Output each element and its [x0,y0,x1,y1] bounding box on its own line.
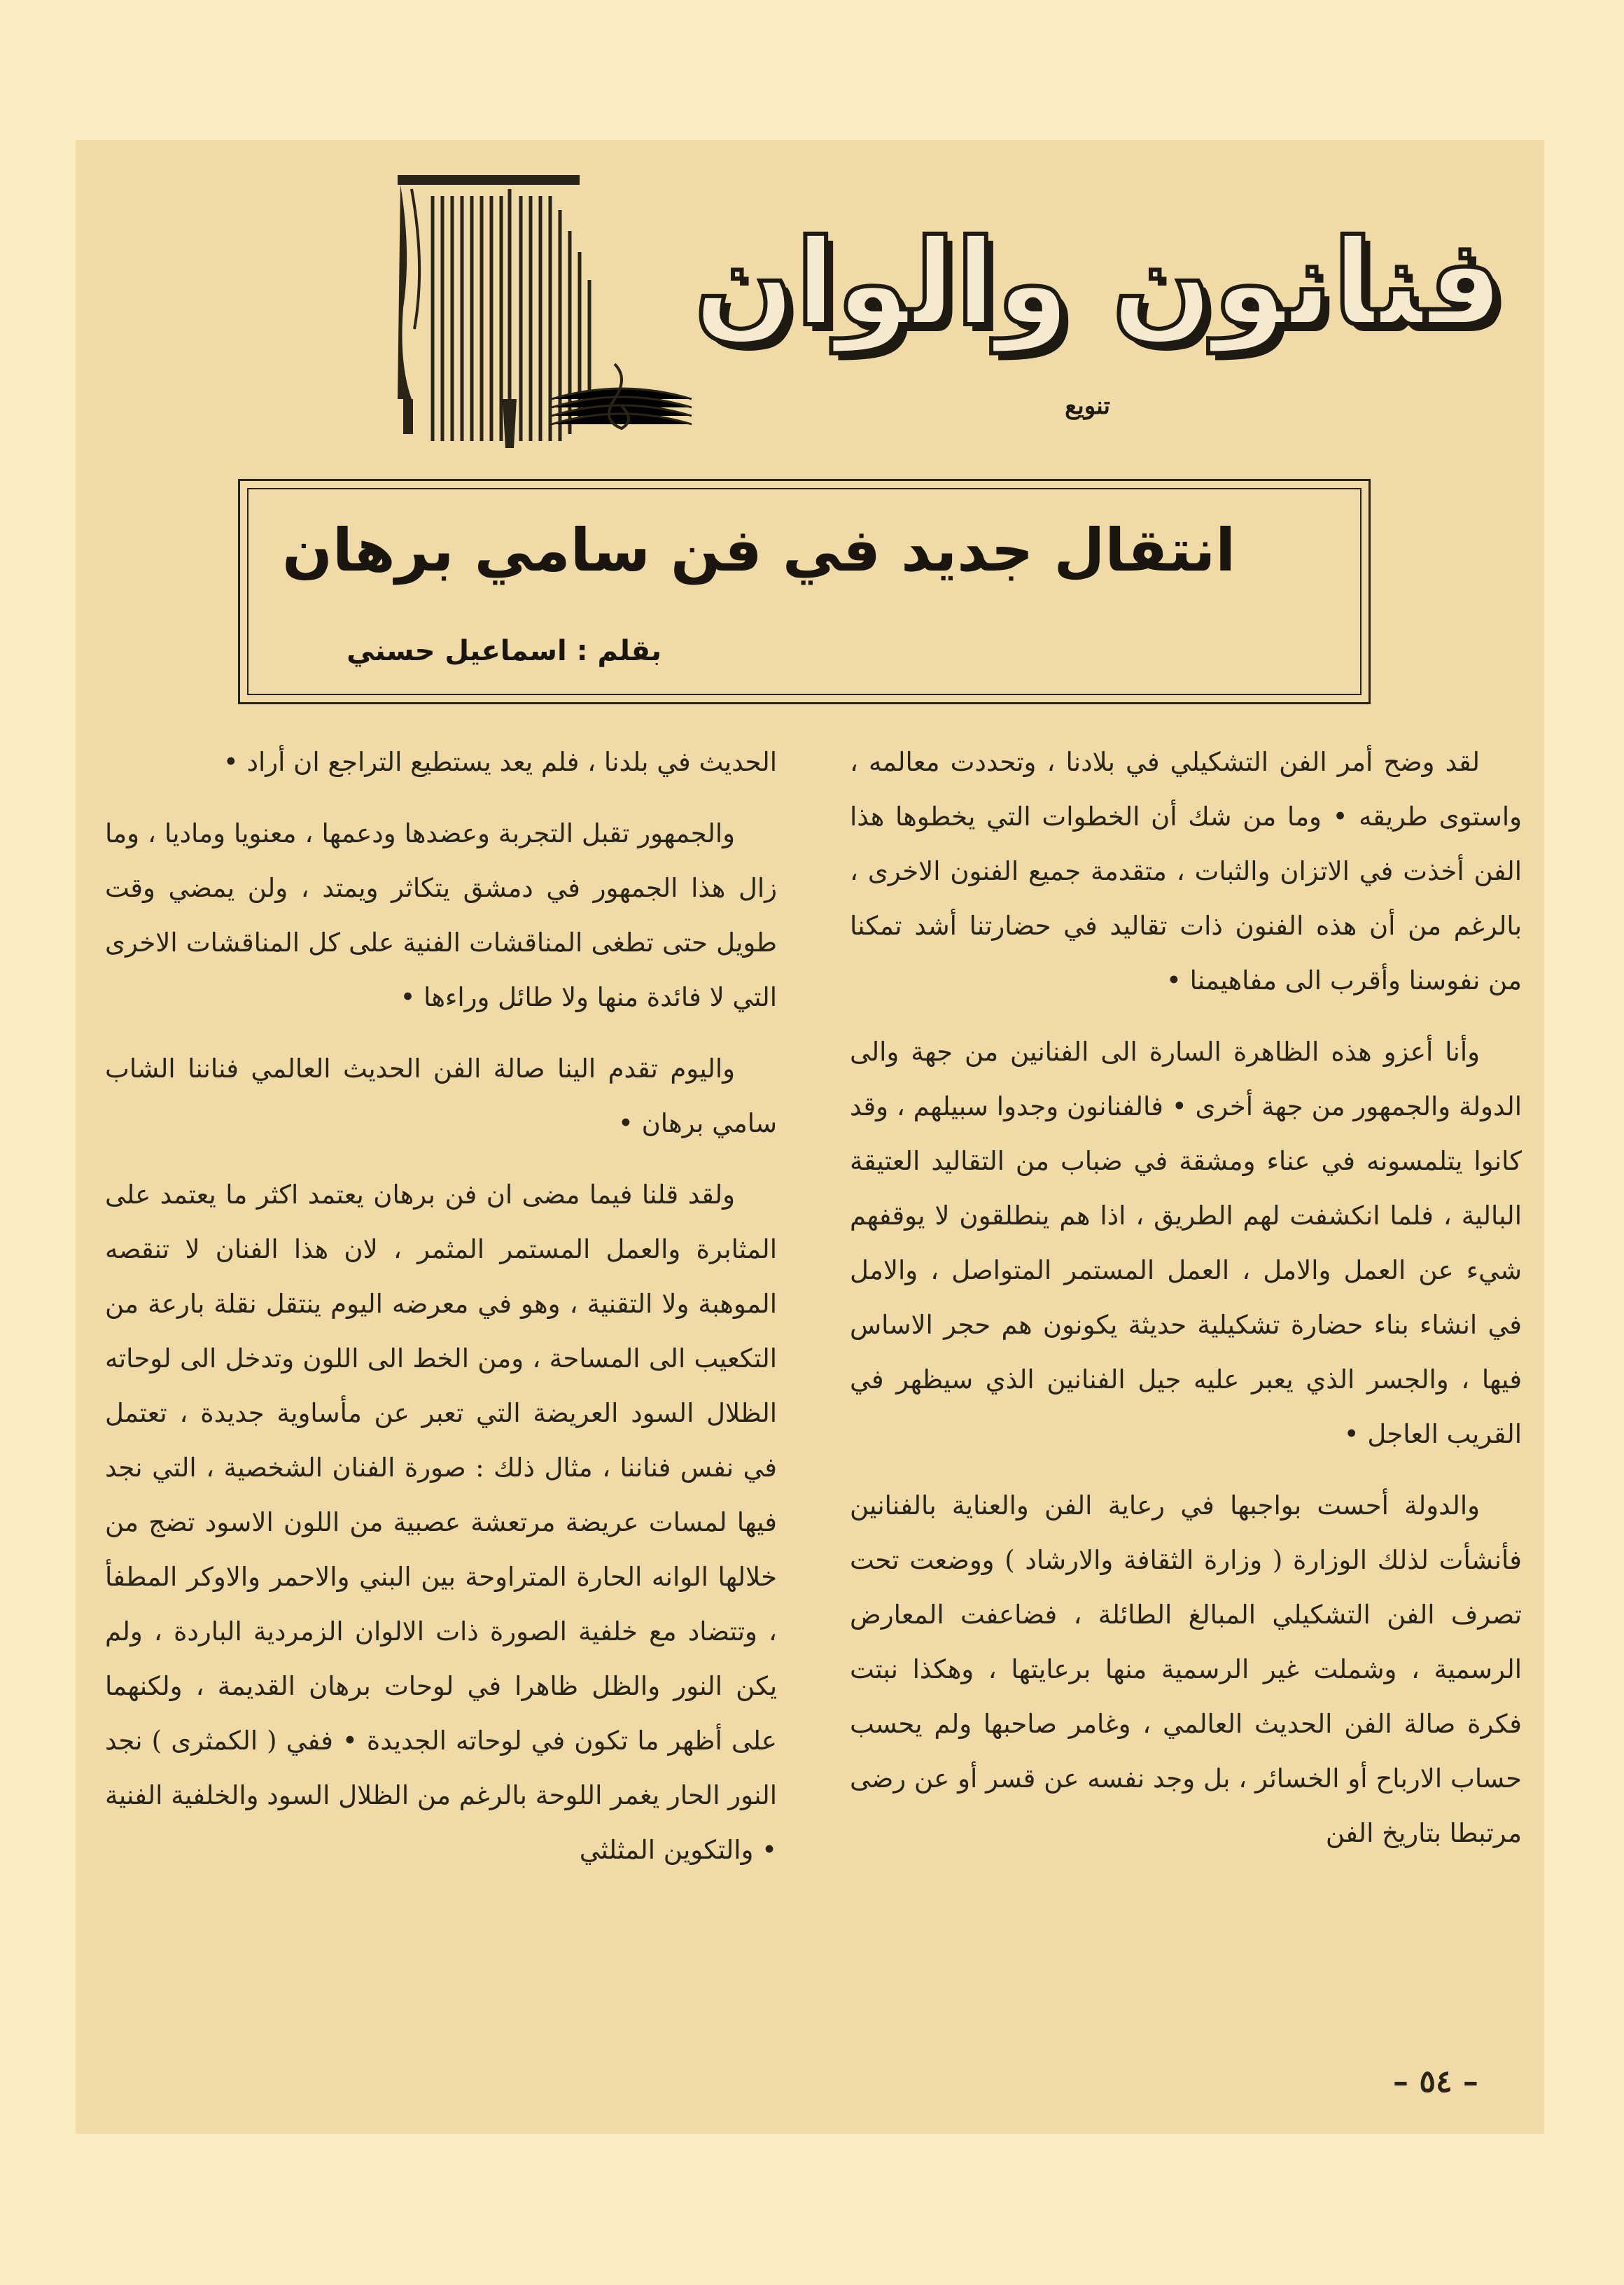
section-header [76,161,1544,462]
article-title: انتقال جديد في فن سامي برهان [282,516,1236,585]
paragraph: الحديث في بلدنا ، فلم يعد يستطيع التراجع ان أراد • [223,747,777,777]
page-number: – ٥٤ – [1393,2064,1478,2099]
curtain-brush-palette-music-icon [384,168,706,455]
article-column-right [850,735,1522,2044]
article-column-left [105,735,777,2044]
paragraph: وأنا أعزو هذه الظاهرة السارة الى الفنانين من جهة والى الدولة والجمهور من جهة أخرى • فالفنانون وجدوا سبيلهم ، وقد كانوا يتلمسونه في عناء ومشقة في ضباب من التقاليد العتيقة البالية ، فلما انكشفت لهم الطريق ، اذا هم ينطلقون لا يوقفهم شيء عن العمل والامل ، العمل المستمر المتواصل ، والامل في انشاء بناء حضارة تشكيلية حديثة يكونون هم حجر الاساس فيها ، والجسر الذي يعبر عليه جيل الفنانين الذي سيظهر في القريب العاجل • [850,1037,1522,1449]
paragraph: ولقد قلنا فيما مضى ان فن برهان يعتمد اكثر ما يعتمد على المثابرة والعمل المستمر المثمر ، لان هذا الفنان لا تنقصه الموهبة ولا التقنية ، وهو في معرضه اليوم ينتقل نقلة بارعة من التكعيب الى المساحة ، ومن الخط الى اللون وتدخل الى لوحاته الظلال السود العريضة التي تعبر عن مأساوية جديدة ، تعتمل في نفس فناننا ، مثال ذلك : صورة الفنان الشخصية ، التي نجد فيها لمسات عريضة مرتعشة عصبية من اللون الاسود تضج من خلالها الوانه الحارة المتراوحة بين البني والاحمر والاوكر المطفأ ، وتتضاد مع خلفية الصورة ذات الالوان الزمردية الباردة ، ولم يكن النور والظل ظاهرا في لوحات برهان القديمة ، ولكنهما على أظهر ما تكون في لوحاته الجديدة • ففي ( الكمثرى ) نجد النور الحار يغمر اللوحة بالرغم من الظلال السود والخلفية الفنية • والتكوين المثلثي [105,1180,777,1865]
paragraph: واليوم تقدم الينا صالة الفن الحديث العالمي فناننا الشاب سامي برهان • [105,1054,777,1138]
paragraph: والجمهور تقبل التجربة وعضدها ودعمها ، معنويا وماديا ، وما زال هذا الجمهور في دمشق يتكاثر ويمتد ، ولن يمضي وقت طويل حتى تطغى المناقشات الفنية على كل المناقشات الاخرى التي لا فائدة منها ولا طائل وراءها • [105,818,777,1012]
paragraph: والدولة أحست بواجبها في رعاية الفن والعناية بالفنانين فأنشأت لذلك الوزارة ( وزارة الثقافة والارشاد ) ووضعت تحت تصرف الفن التشكيلي المبالغ الطائلة ، فضاعفت المعارض الرسمية ، وشملت غير الرسمية منها برعايتها ، وهكذا نبتت فكرة صالة الفن الحديث العالمي ، وغامر صاحبها ولم يحسب حساب الارباح أو الخسائر ، بل وجد نفسه عن قسر أو عن رضى مرتبطا بتاريخ الفن [850,1490,1522,1848]
article-title-box [238,479,1371,704]
paragraph: لقد وضح أمر الفن التشكيلي في بلادنا ، وتحددت معالمه ، واستوى طريقه • وما من شك أن الخطوات التي يخطوها هذا الفن أخذت في الاتزان والثبات ، متقدمة جميع الفنون الاخرى ، بالرغم من أن هذه الفنون ذات تقاليد في حضارتنا أشد تمكنا من نفوسنا وأقرب الى مفاهيمنا • [850,747,1522,995]
section-title: فنانون والوان [694,214,1504,353]
section-subtitle: تنويع [1065,392,1110,420]
article-byline: بقلم : اسماعيل حسني [346,635,662,667]
